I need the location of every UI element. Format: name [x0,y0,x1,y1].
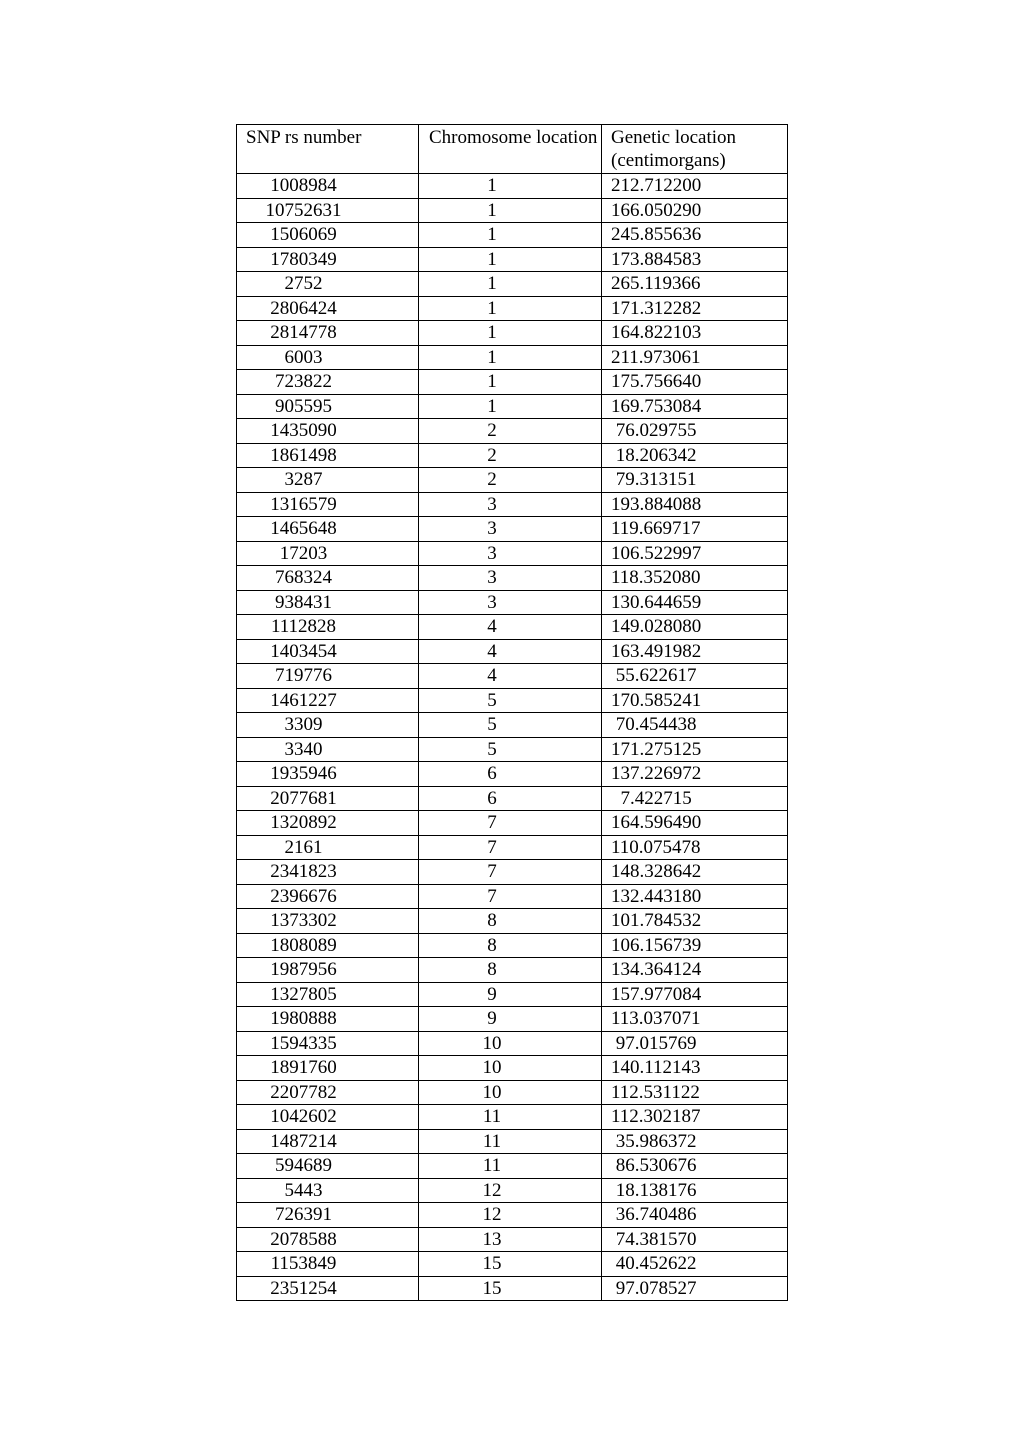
chromosome-cell: 1 [419,394,602,419]
chromosome-cell: 4 [419,639,602,664]
snp-rs-number-cell: 768324 [237,566,419,591]
chromosome-cell: 7 [419,811,602,836]
chromosome-cell: 11 [419,1105,602,1130]
chromosome-cell: 6 [419,762,602,787]
snp-rs-number-cell: 1153849 [237,1252,419,1277]
snp-rs-number-cell: 1435090 [237,419,419,444]
table-row [237,664,788,689]
table-row [237,345,788,370]
snp-rs-number-cell: 2806424 [237,296,419,321]
genetic-location-cell: 171.275125 [602,737,788,762]
snp-rs-number-cell: 594689 [237,1154,419,1179]
chromosome-cell: 1 [419,174,602,199]
table-row [237,566,788,591]
genetic-location-cell: 119.669717 [602,517,788,542]
chromosome-cell: 7 [419,884,602,909]
snp-rs-number-cell: 2341823 [237,860,419,885]
chromosome-cell: 2 [419,419,602,444]
table-row [237,615,788,640]
genetic-location-cell: 137.226972 [602,762,788,787]
chromosome-cell: 6 [419,786,602,811]
snp-rs-number-cell: 1487214 [237,1129,419,1154]
table-row [237,639,788,664]
genetic-location-cell: 7.422715 [602,786,788,811]
chromosome-cell: 1 [419,198,602,223]
snp-rs-number-cell: 1316579 [237,492,419,517]
snp-rs-number-cell: 1327805 [237,982,419,1007]
snp-rs-number-cell: 2396676 [237,884,419,909]
table-row [237,933,788,958]
genetic-location-cell: 149.028080 [602,615,788,640]
genetic-location-cell: 18.138176 [602,1178,788,1203]
table-row [237,1227,788,1252]
genetic-location-cell: 112.302187 [602,1105,788,1130]
table-row [237,1080,788,1105]
table-row [237,394,788,419]
chromosome-cell: 3 [419,566,602,591]
genetic-location-cell: 130.644659 [602,590,788,615]
genetic-location-cell: 106.156739 [602,933,788,958]
table-row [237,247,788,272]
table-row [237,1105,788,1130]
chromosome-cell: 9 [419,982,602,1007]
snp-rs-number-cell: 1506069 [237,223,419,248]
header-row [237,125,788,174]
genetic-location-cell: 76.029755 [602,419,788,444]
genetic-location-cell: 164.822103 [602,321,788,346]
genetic-location-cell: 70.454438 [602,713,788,738]
genetic-location-cell: 169.753084 [602,394,788,419]
header-chromosome-location: Chromosome location [419,125,602,174]
snp-rs-number-cell: 726391 [237,1203,419,1228]
chromosome-cell: 8 [419,958,602,983]
genetic-location-cell: 148.328642 [602,860,788,885]
genetic-location-cell: 55.622617 [602,664,788,689]
genetic-location-cell: 97.078527 [602,1276,788,1301]
table-row [237,1203,788,1228]
snp-rs-number-cell: 1461227 [237,688,419,713]
snp-rs-number-cell: 2207782 [237,1080,419,1105]
snp-rs-number-cell: 6003 [237,345,419,370]
chromosome-cell: 12 [419,1178,602,1203]
table-row [237,198,788,223]
chromosome-cell: 1 [419,370,602,395]
genetic-location-cell: 157.977084 [602,982,788,1007]
table-row [237,835,788,860]
table-row [237,370,788,395]
chromosome-cell: 9 [419,1007,602,1032]
genetic-location-cell: 175.756640 [602,370,788,395]
table-body [237,174,788,1301]
genetic-location-cell: 74.381570 [602,1227,788,1252]
genetic-location-cell: 113.037071 [602,1007,788,1032]
chromosome-cell: 13 [419,1227,602,1252]
chromosome-cell: 5 [419,688,602,713]
genetic-location-cell: 166.050290 [602,198,788,223]
genetic-location-cell: 106.522997 [602,541,788,566]
chromosome-cell: 5 [419,713,602,738]
chromosome-cell: 12 [419,1203,602,1228]
genetic-location-cell: 265.119366 [602,272,788,297]
snp-rs-number-cell: 1935946 [237,762,419,787]
table-row [237,786,788,811]
genetic-location-cell: 112.531122 [602,1080,788,1105]
genetic-location-cell: 163.491982 [602,639,788,664]
snp-rs-number-cell: 719776 [237,664,419,689]
snp-rs-number-cell: 1808089 [237,933,419,958]
genetic-location-cell: 36.740486 [602,1203,788,1228]
chromosome-cell: 2 [419,443,602,468]
snp-rs-number-cell: 1403454 [237,639,419,664]
chromosome-cell: 8 [419,909,602,934]
table-row [237,174,788,199]
snp-rs-number-cell: 2814778 [237,321,419,346]
snp-rs-number-cell: 1008984 [237,174,419,199]
genetic-location-cell: 35.986372 [602,1129,788,1154]
chromosome-cell: 10 [419,1080,602,1105]
table-row [237,982,788,1007]
chromosome-cell: 5 [419,737,602,762]
snp-rs-number-cell: 1861498 [237,443,419,468]
snp-rs-number-cell: 1980888 [237,1007,419,1032]
table-row [237,443,788,468]
genetic-location-cell: 164.596490 [602,811,788,836]
chromosome-cell: 1 [419,296,602,321]
chromosome-cell: 3 [419,590,602,615]
snp-rs-number-cell: 2078588 [237,1227,419,1252]
table-row [237,296,788,321]
chromosome-cell: 11 [419,1129,602,1154]
table-row [237,909,788,934]
table-header [237,125,788,174]
chromosome-cell: 3 [419,541,602,566]
chromosome-cell: 7 [419,835,602,860]
table-row [237,223,788,248]
genetic-location-cell: 110.075478 [602,835,788,860]
genetic-location-cell: 86.530676 [602,1154,788,1179]
genetic-location-cell: 18.206342 [602,443,788,468]
genetic-location-cell: 171.312282 [602,296,788,321]
table-row [237,1129,788,1154]
table-row [237,860,788,885]
header-snp-rs-number: SNP rs number [237,125,419,174]
chromosome-cell: 3 [419,517,602,542]
table-row [237,1252,788,1277]
chromosome-cell: 15 [419,1276,602,1301]
table-row [237,468,788,493]
snp-rs-number-cell: 17203 [237,541,419,566]
snp-rs-number-cell: 3287 [237,468,419,493]
snp-rs-number-cell: 2752 [237,272,419,297]
chromosome-cell: 1 [419,247,602,272]
table-row [237,1276,788,1301]
table-row [237,1154,788,1179]
chromosome-cell: 1 [419,272,602,297]
snp-rs-number-cell: 1042602 [237,1105,419,1130]
table-row [237,958,788,983]
chromosome-cell: 3 [419,492,602,517]
snp-rs-number-cell: 938431 [237,590,419,615]
genetic-location-cell: 134.364124 [602,958,788,983]
table-row [237,1056,788,1081]
table-row [237,1031,788,1056]
genetic-location-cell: 140.112143 [602,1056,788,1081]
table-row [237,1007,788,1032]
snp-rs-number-cell: 1465648 [237,517,419,542]
chromosome-cell: 4 [419,615,602,640]
snp-rs-number-cell: 905595 [237,394,419,419]
table-row [237,688,788,713]
chromosome-cell: 1 [419,223,602,248]
snp-rs-number-cell: 3340 [237,737,419,762]
table-row [237,272,788,297]
genetic-location-cell: 40.452622 [602,1252,788,1277]
genetic-location-cell: 245.855636 [602,223,788,248]
genetic-location-cell: 173.884583 [602,247,788,272]
genetic-location-cell: 193.884088 [602,492,788,517]
snp-rs-number-cell: 2161 [237,835,419,860]
snp-rs-number-cell: 5443 [237,1178,419,1203]
genetic-location-cell: 170.585241 [602,688,788,713]
chromosome-cell: 7 [419,860,602,885]
snp-rs-number-cell: 723822 [237,370,419,395]
snp-rs-number-cell: 1112828 [237,615,419,640]
chromosome-cell: 1 [419,345,602,370]
table-row [237,541,788,566]
table-row [237,762,788,787]
table-row [237,713,788,738]
chromosome-cell: 8 [419,933,602,958]
table-row [237,884,788,909]
chromosome-cell: 15 [419,1252,602,1277]
snp-rs-number-cell: 2077681 [237,786,419,811]
chromosome-cell: 11 [419,1154,602,1179]
table-row [237,419,788,444]
table-row [237,492,788,517]
chromosome-cell: 10 [419,1031,602,1056]
snp-rs-number-cell: 1320892 [237,811,419,836]
table-row [237,590,788,615]
genetic-location-cell: 118.352080 [602,566,788,591]
chromosome-cell: 2 [419,468,602,493]
snp-rs-number-cell: 3309 [237,713,419,738]
table-row [237,811,788,836]
snp-rs-number-cell: 1987956 [237,958,419,983]
snp-rs-number-cell: 10752631 [237,198,419,223]
genetic-location-cell: 211.973061 [602,345,788,370]
genetic-location-cell: 101.784532 [602,909,788,934]
table-row [237,737,788,762]
chromosome-cell: 10 [419,1056,602,1081]
table-row [237,1178,788,1203]
snp-rs-number-cell: 1594335 [237,1031,419,1056]
table-row [237,321,788,346]
header-genetic-location: Genetic location (centimorgans) [602,125,788,174]
genetic-location-cell: 132.443180 [602,884,788,909]
snp-rs-number-cell: 2351254 [237,1276,419,1301]
snp-table [236,124,788,1301]
snp-rs-number-cell: 1891760 [237,1056,419,1081]
snp-rs-number-cell: 1373302 [237,909,419,934]
chromosome-cell: 1 [419,321,602,346]
genetic-location-cell: 79.313151 [602,468,788,493]
table-row [237,517,788,542]
genetic-location-cell: 212.712200 [602,174,788,199]
chromosome-cell: 4 [419,664,602,689]
genetic-location-cell: 97.015769 [602,1031,788,1056]
snp-rs-number-cell: 1780349 [237,247,419,272]
